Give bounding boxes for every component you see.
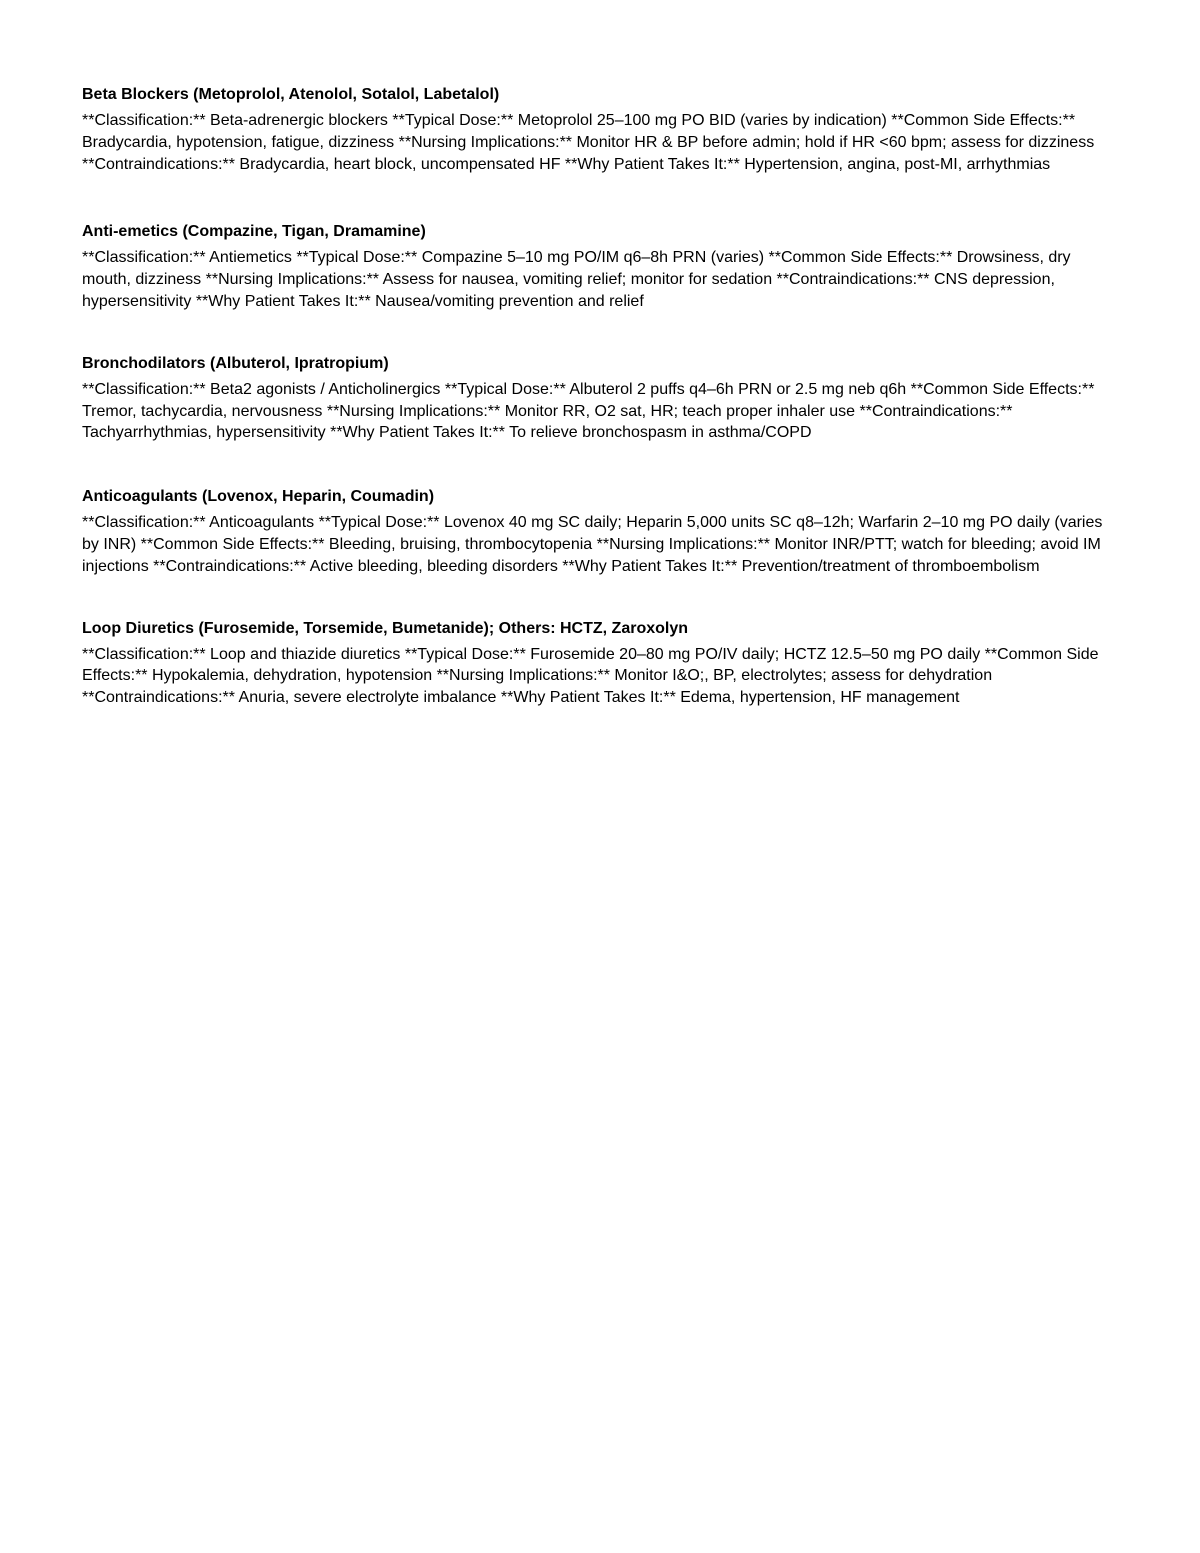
section-loop-diuretics (82, 618, 1122, 709)
section-body: **Classification:** Anticoagulants **Typical Dose:** Lovenox 40 mg SC daily; Heparin 5,000 units SC q8–12h; Warfarin 2–10 mg PO daily (varies by INR) **Common Side Effects:** Bleeding, bruising, thrombocytopenia **Nursing Implications:** Monitor INR/PTT; watch for bleeding; avoid IM injections **Contraindications:** Active bleeding, bleeding disorders **Why Patient Takes It:** Prevention/treatment of thromboembolism (82, 514, 1103, 575)
section-title: Bronchodilators (Albuterol, Ipratropium) (82, 354, 389, 372)
section-title: Loop Diuretics (Furosemide, Torsemide, Bumetanide); Others: HCTZ, Zaroxolyn (82, 619, 688, 637)
section-body: **Classification:** Loop and thiazide diuretics **Typical Dose:** Furosemide 20–80 mg PO/IV daily; HCTZ 12.5–50 mg PO daily **Common Side Effects:** Hypokalemia, dehydration, hypotension **Nursing Implications:** Monitor I&O;, BP, electrolytes; assess for dehydration **Contraindications:** Anuria, severe electrolyte imbalance **Why Patient Takes It:** Edema, hypertension, HF management (82, 645, 1099, 707)
section-beta-blockers (82, 84, 1122, 175)
section-anti-emetics (82, 221, 1122, 312)
section-bronchodilators (82, 353, 1122, 444)
section-title: Beta Blockers (Metoprolol, Atenolol, Sotalol, Labetalol) (82, 86, 500, 103)
section-body: **Classification:** Beta-adrenergic blockers **Typical Dose:** Metoprolol 25–100 mg PO BID (varies by indication) **Common Side Effects:** Bradycardia, hypotension, fatigue, dizziness **Nursing Implications:** Monitor HR & BP before admin; hold if HR <60 bpm; assess for dizziness **Contraindications:** Bradycardia, heart block, uncompensated HF **Why Patient Takes It:** Hypertension, angina, post-MI, arrhythmias (82, 112, 1095, 173)
section-body: **Classification:** Antiemetics **Typical Dose:** Compazine 5–10 mg PO/IM q6–8h PRN (varies) **Common Side Effects:** Drowsiness, dry mouth, dizziness **Nursing Implications:** Assess for nausea, vomiting relief; monitor for sedation **Contraindications:** CNS depression, hypersensitivity **Why Patient Takes It:** Nausea/vomiting prevention and relief (82, 249, 1071, 310)
section-anticoagulants (82, 486, 1122, 577)
section-title: Anti-emetics (Compazine, Tigan, Dramamine) (82, 223, 426, 241)
section-title: Anticoagulants (Lovenox, Heparin, Coumadin) (82, 488, 435, 506)
document-page (82, 84, 1122, 709)
section-body: **Classification:** Beta2 agonists / Anticholinergics **Typical Dose:** Albuterol 2 puffs q4–6h PRN or 2.5 mg neb q6h **Common Side Effects:** Tremor, tachycardia, nervousness **Nursing Implications:** Monitor RR, O2 sat, HR; teach proper inhaler use **Contraindications:** Tachyarrhythmias, hypersensitivity **Why Patient Takes It:** To relieve bronchospasm in asthma/COPD (82, 380, 1095, 442)
